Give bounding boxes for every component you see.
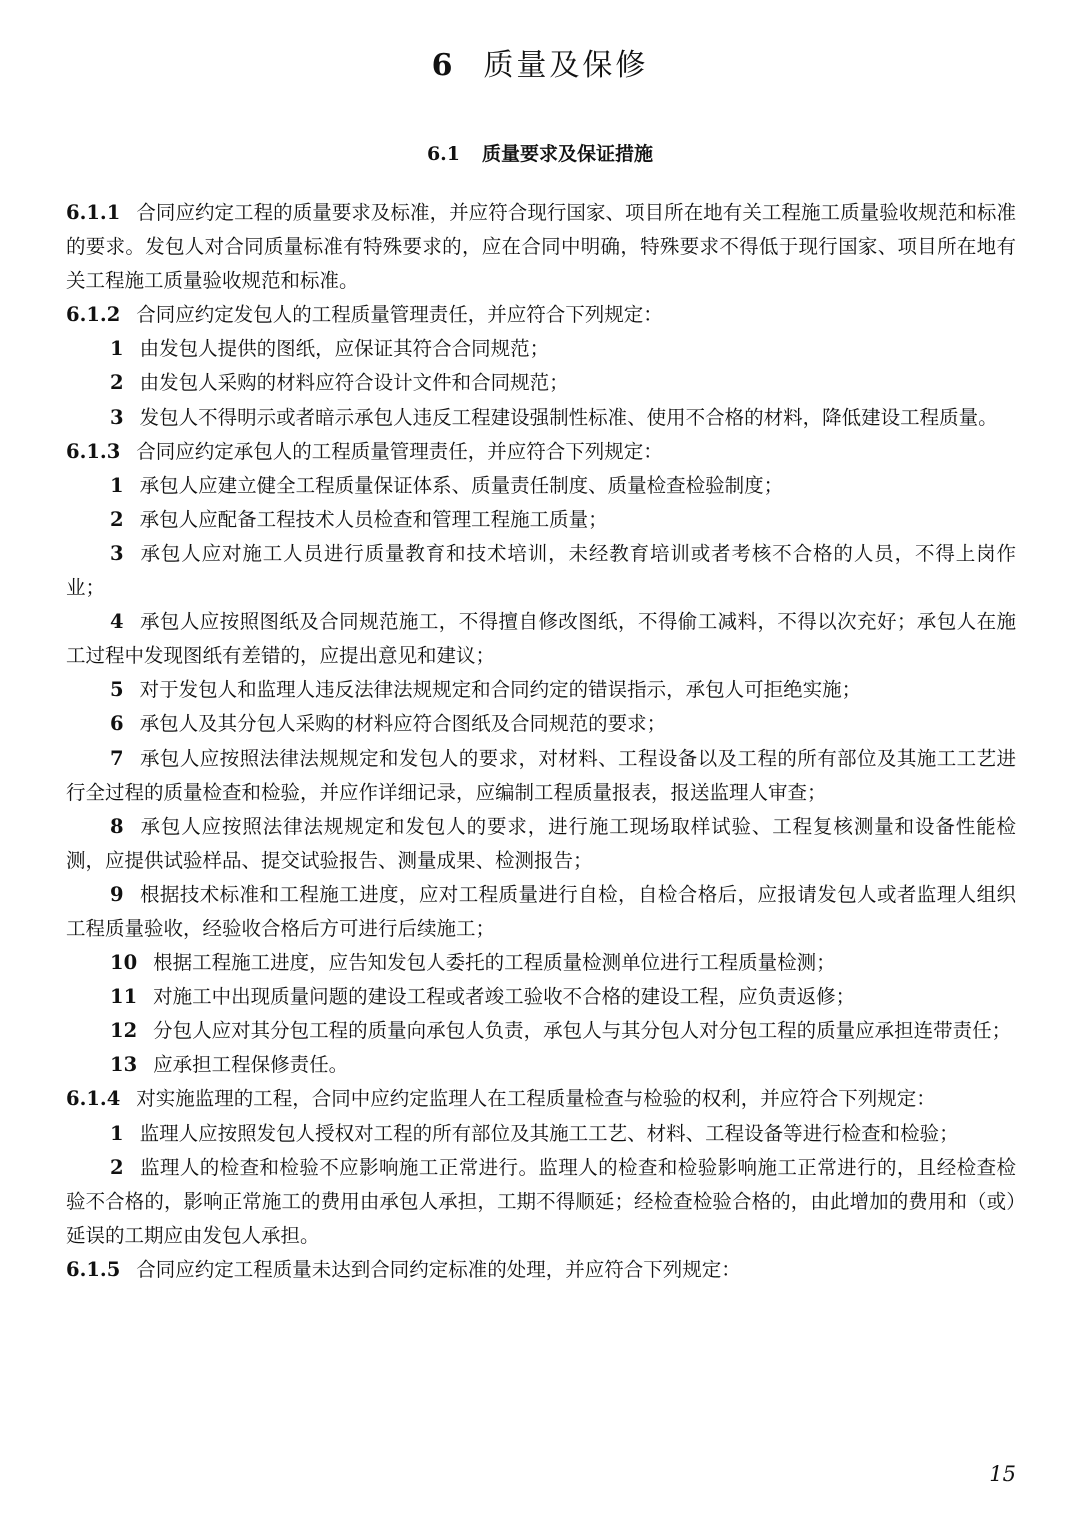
- section-title: [0, 138, 1080, 170]
- chapter-heading: 质量及保修: [483, 48, 649, 83]
- list-item: [66, 1048, 1016, 1082]
- item-number: 1: [110, 337, 124, 361]
- document-body: [66, 196, 1016, 1287]
- item-number: 13: [110, 1053, 138, 1077]
- paragraph-text: 根据技术标准和工程施工进度，应对工程质量进行自检，自检合格后，应报请发包人或者监理人组织工程质量验收，经验收合格后方可进行后续施工；: [66, 882, 1016, 940]
- paragraph-text: 承包人应对施工人员进行质量教育和技术培训，未经教育培训或者考核不合格的人员，不得上岗作业；: [66, 541, 1016, 600]
- clause-number: 6.1.5: [66, 1257, 121, 1281]
- clause-number: 6.1.4: [66, 1087, 121, 1111]
- paragraph-text: 监理人应按照发包人授权对工程的所有部位及其施工工艺、材料、工程设备等进行检查和检验；: [139, 1121, 959, 1145]
- list-item: [66, 1151, 1016, 1253]
- list-item: [66, 503, 1016, 537]
- paragraph-text: 承包人应按照法律法规规定和发包人的要求，进行施工现场取样试验、工程复核测量和设备性能检测，应提供试验样品、提交试验报告、测量成果、检测报告；: [66, 814, 1016, 872]
- list-item: [66, 673, 1016, 707]
- paragraph-text: 承包人应配备工程技术人员检查和管理工程施工质量；: [139, 507, 608, 531]
- item-number: 10: [110, 951, 138, 975]
- chapter-title: [0, 42, 1080, 90]
- paragraph-text: 由发包人采购的材料应符合设计文件和合同规范；: [139, 371, 569, 395]
- paragraph-text: 由发包人提供的图纸，应保证其符合合同规范；: [139, 337, 550, 361]
- list-item: [66, 980, 1016, 1014]
- paragraph-text: 承包人及其分包人采购的材料应符合图纸及合同规范的要求；: [139, 712, 667, 736]
- paragraph-text: 对实施监理的工程，合同中应约定监理人在工程质量检查与检验的权利，并应符合下列规定：: [136, 1087, 936, 1111]
- item-number: 8: [110, 814, 124, 838]
- clause-number: 6.1.1: [66, 201, 121, 224]
- list-item: [66, 810, 1016, 878]
- item-number: 3: [110, 541, 124, 565]
- paragraph-text: 应承担工程保修责任。: [153, 1053, 349, 1077]
- clause-number: 6.1.2: [66, 303, 121, 327]
- paragraph-text: 分包人应对其分包工程的质量向承包人负责，承包人与其分包人对分包工程的质量应承担连带责任；: [153, 1019, 1012, 1043]
- paragraph-text: 承包人应建立健全工程质量保证体系、质量责任制度、质量检查检验制度；: [139, 473, 784, 497]
- item-number: 1: [110, 473, 124, 497]
- list-item: [66, 537, 1016, 605]
- item-number: 7: [110, 746, 124, 770]
- chapter-number: 6: [431, 48, 456, 83]
- item-number: 1: [110, 1121, 124, 1145]
- item-number: 2: [110, 371, 124, 395]
- list-item: [66, 469, 1016, 503]
- paragraph-text: 承包人应按照法律法规规定和发包人的要求，对材料、工程设备以及工程的所有部位及其施工工艺进行全过程的质量检查和检验，并应作详细记录，应编制工程质量报表，报送监理人审查；: [66, 746, 1016, 804]
- list-item: [66, 401, 1016, 435]
- paragraph-text: 承包人应按照图纸及合同规范施工，不得擅自修改图纸，不得偷工减料，不得以次充好；承包人在施工过程中发现图纸有差错的，应提出意见和建议；: [66, 610, 1016, 668]
- clause-number: 6.1.3: [66, 439, 121, 463]
- paragraph-text: 合同应约定承包人的工程质量管理责任，并应符合下列规定：: [136, 439, 663, 463]
- list-item: [66, 1014, 1016, 1048]
- clause-paragraph: [66, 298, 1016, 332]
- list-item: [66, 605, 1016, 673]
- list-item: [66, 332, 1016, 366]
- item-number: 12: [110, 1019, 138, 1043]
- item-number: 5: [110, 678, 124, 702]
- paragraph-text: 合同应约定工程的质量要求及标准，并应符合现行国家、项目所在地有关工程施工质量验收规范和标准的要求。发包人对合同质量标准有特殊要求的，应在合同中明确，特殊要求不得低于现行国家、项目所在地有关工程施工质量验收规范和标准。: [66, 201, 1016, 293]
- paragraph-text: 对于发包人和监理人违反法律法规规定和合同约定的错误指示，承包人可拒绝实施；: [139, 678, 862, 702]
- clause-paragraph: [66, 196, 1016, 298]
- list-item: [66, 742, 1016, 810]
- list-item: [66, 946, 1016, 980]
- item-number: 9: [110, 882, 124, 906]
- list-item: [66, 1117, 1016, 1151]
- paragraph-text: 合同应约定工程质量未达到合同约定标准的处理，并应符合下列规定：: [136, 1257, 741, 1281]
- item-number: 2: [110, 1155, 124, 1179]
- clause-paragraph: [66, 1253, 1016, 1287]
- list-item: [66, 366, 1016, 400]
- list-item: [66, 707, 1016, 741]
- paragraph-text: 监理人的检查和检验不应影响施工正常进行。监理人的检查和检验影响施工正常进行的，且经检查检验不合格的，影响正常施工的费用由承包人承担，工期不得顺延；经检查检验合格的，由此增加的费用和（或）延误的工期应由发包人承担。: [66, 1155, 1016, 1247]
- paragraph-text: 发包人不得明示或者暗示承包人违反工程建设强制性标准、使用不合格的材料，降低建设工程质量。: [139, 405, 998, 429]
- list-item: [66, 878, 1016, 946]
- item-number: 3: [110, 405, 124, 429]
- item-number: 4: [110, 610, 124, 634]
- section-number: 6.1: [426, 143, 461, 165]
- section-heading: 质量要求及保证措施: [482, 143, 654, 165]
- clause-paragraph: [66, 1082, 1016, 1116]
- paragraph-text: 根据工程施工进度，应告知发包人委托的工程质量检测单位进行工程质量检测；: [153, 951, 836, 975]
- paragraph-text: 对施工中出现质量问题的建设工程或者竣工验收不合格的建设工程，应负责返修；: [153, 985, 856, 1009]
- item-number: 2: [110, 507, 124, 531]
- paragraph-text: 合同应约定发包人的工程质量管理责任，并应符合下列规定：: [136, 303, 663, 327]
- item-number: 6: [110, 712, 124, 736]
- page-number: 15: [989, 1462, 1016, 1486]
- item-number: 11: [110, 985, 138, 1009]
- clause-paragraph: [66, 435, 1016, 469]
